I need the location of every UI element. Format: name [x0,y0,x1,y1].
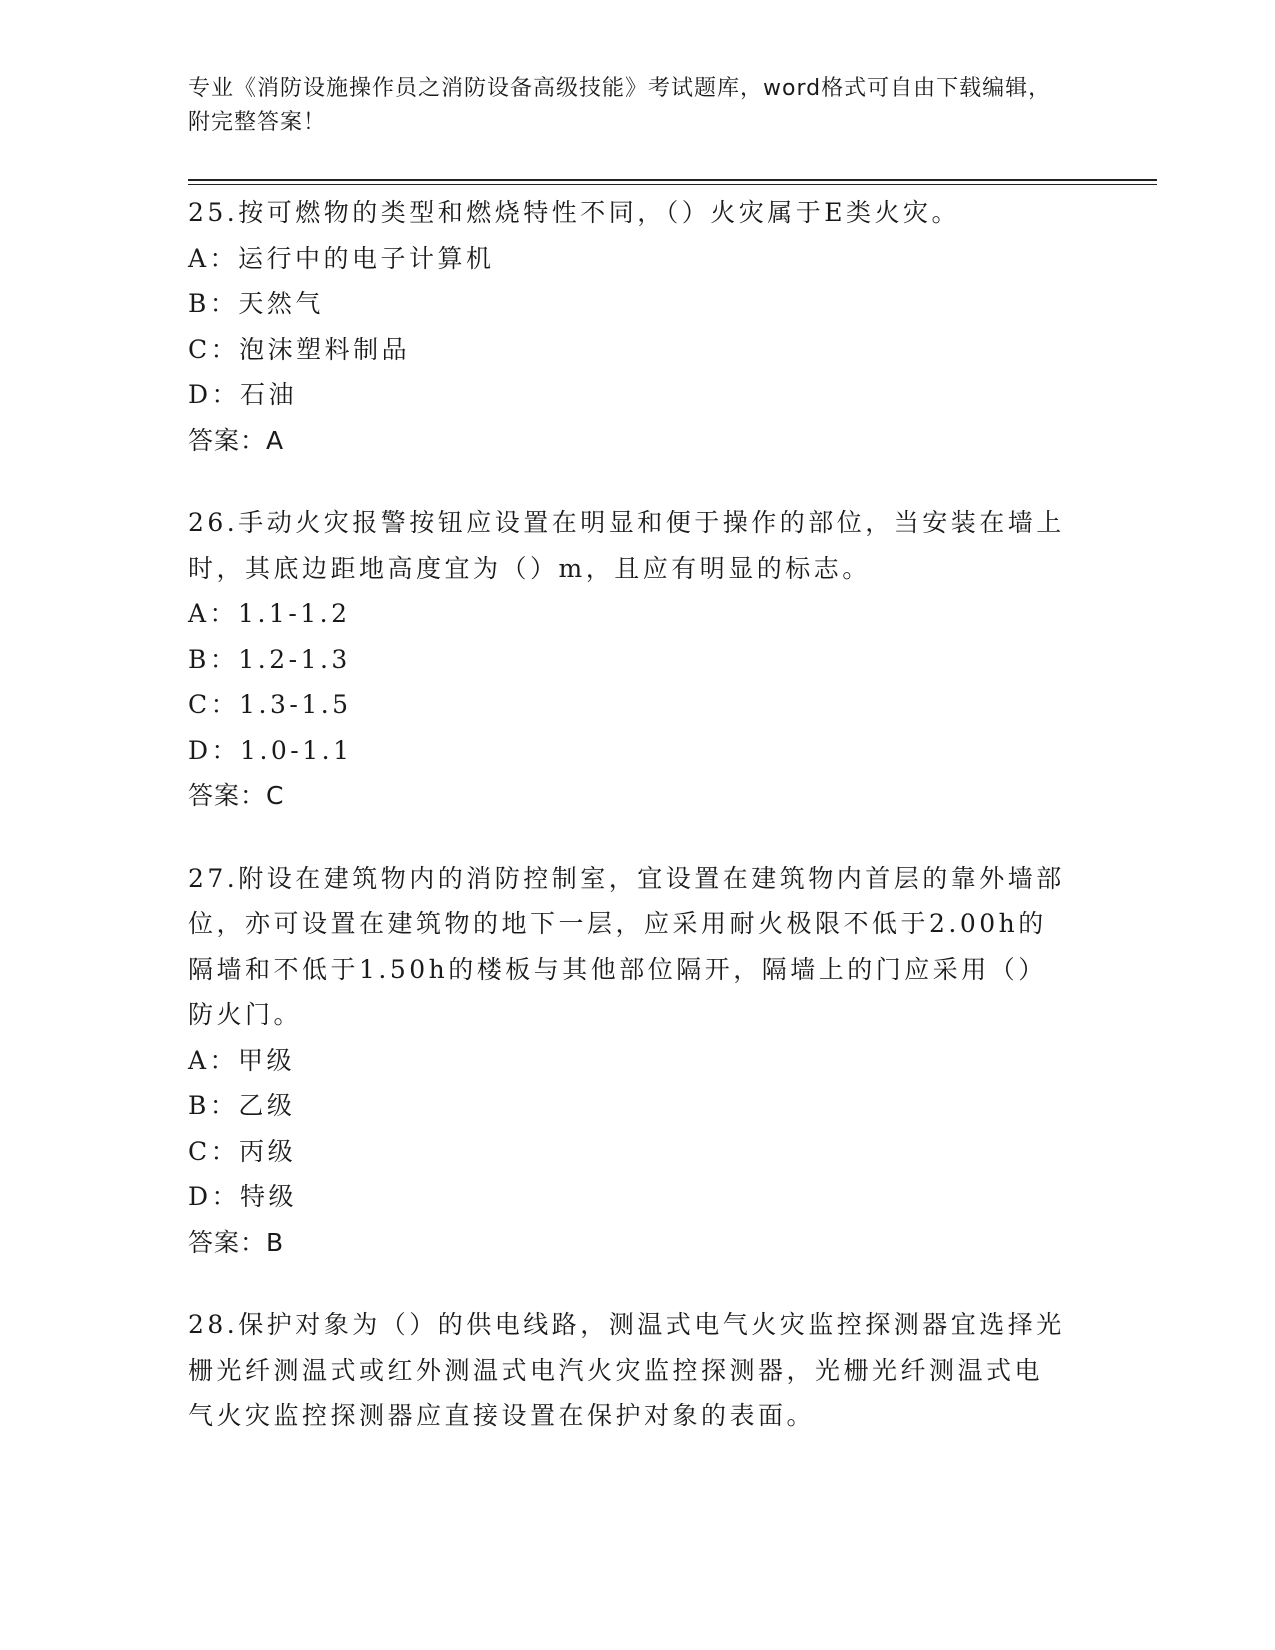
answer: 答案：A [188,425,285,455]
document-header: 专业《消防设施操作员之消防设备高级技能》考试题库，word格式可自由下载编辑，附完整答案！ [188,76,1052,135]
question-28 [188,1302,1088,1439]
option-d: D：1.0-1.1 [188,735,353,765]
option-c: C：丙级 [188,1136,297,1166]
answer: 答案：C [188,781,285,810]
option-b: B：天然气 [188,289,324,318]
question-list [188,190,1088,1476]
header-divider-thick [188,179,1157,181]
header-divider-thin [188,184,1157,185]
option-c: C：泡沫塑料制品 [188,334,411,364]
question-stem: 28.保护对象为（）的供电线路，测温式电气火灾监控探测器宜选择光栅光纤测温式或红外测温式电汽火灾监控探测器，光栅光纤测温式电气火灾监控探测器应直接设置在保护对象的表面。 [188,1310,1065,1430]
question-stem: 27.附设在建筑物内的消防控制室，宜设置在建筑物内首层的靠外墙部位，亦可设置在建筑物的地下一层，应采用耐火极限不低于2.00h的隔墙和不低于1.50h的楼板与其他部位隔开，隔墙上的门应采用（）防火门。 [188,863,1065,1029]
option-a: A：运行中的电子计算机 [188,243,495,273]
option-d: D：特级 [188,1182,298,1211]
option-a: A：甲级 [188,1045,296,1075]
question-stem: 25.按可燃物的类型和燃烧特性不同，（）火灾属于E类火灾。 [188,198,961,227]
question-stem: 26.手动火灾报警按钮应设置在明显和便于操作的部位，当安装在墙上时，其底边距地高度宜为（）m，且应有明显的标志。 [188,508,1065,583]
answer: 答案：B [188,1227,285,1257]
option-c: C：1.3-1.5 [188,690,352,719]
option-d: D：石油 [188,380,298,409]
question-26 [188,500,1088,819]
option-b: B：1.2-1.3 [188,644,351,674]
option-b: B：乙级 [188,1091,296,1120]
option-a: A：1.1-1.2 [188,599,351,628]
question-27 [188,856,1088,1266]
question-25 [188,190,1088,463]
